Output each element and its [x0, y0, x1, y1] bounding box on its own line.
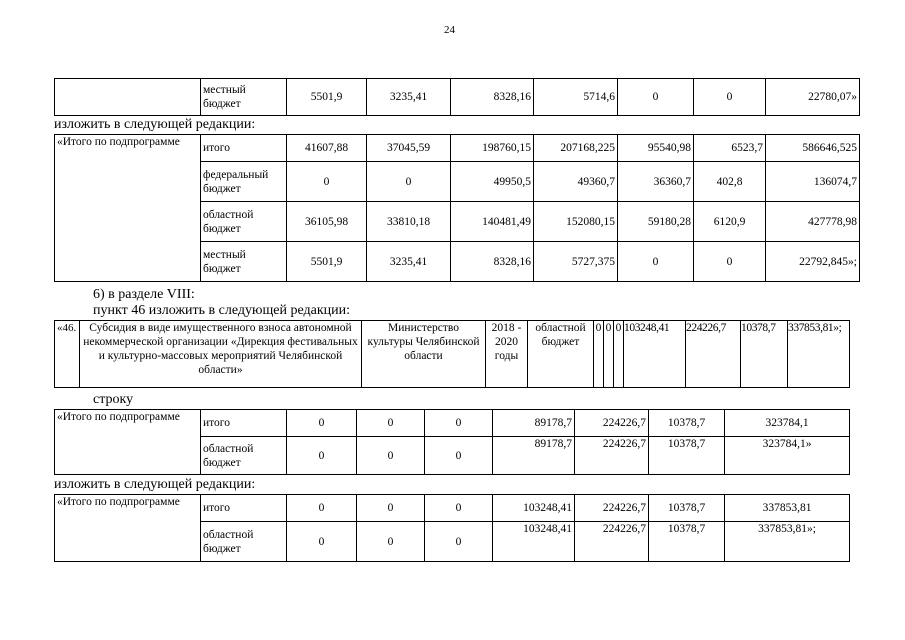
cell: 427778,98 [766, 202, 860, 242]
row-label: итого [201, 135, 287, 162]
row-label: итого [201, 495, 287, 522]
cell: 5714,6 [534, 79, 618, 116]
cell: 41607,88 [287, 135, 367, 162]
cell: 0 [287, 495, 357, 522]
cell: 59180,28 [618, 202, 694, 242]
row-label: областной бюджет [201, 202, 287, 242]
cell: 140481,49 [451, 202, 534, 242]
cell: 136074,7 [766, 162, 860, 202]
cell: 36105,98 [287, 202, 367, 242]
budget-type: областной бюджет [528, 321, 594, 388]
row-label: областной бюджет [201, 522, 287, 562]
row-phrase: строку [93, 392, 134, 407]
point-heading: пункт 46 изложить в следующей редакции: [93, 303, 350, 318]
table-subprogram-total-old [54, 409, 850, 475]
cell: 0 [287, 410, 357, 437]
cell: 224226,7 [575, 495, 649, 522]
cell: 89178,7 [493, 410, 575, 437]
cell: 6120,9 [694, 202, 766, 242]
ministry: Министерство культуры Челябинской области [362, 321, 486, 388]
cell: 0 [425, 410, 493, 437]
subprogram-title: «Итого по подпрограмме [55, 135, 201, 282]
cell: 8328,16 [451, 242, 534, 282]
row-label: федеральный бюджет [201, 162, 287, 202]
cell: 49950,5 [451, 162, 534, 202]
cell: 224226,7 [686, 321, 741, 388]
cell: 10378,7 [741, 321, 788, 388]
edit-phrase: изложить в следующей редакции: [54, 117, 256, 132]
cell: 224226,7 [575, 410, 649, 437]
cell: 0 [614, 321, 624, 388]
cell: 0 [594, 321, 604, 388]
cell: 0 [694, 242, 766, 282]
cell: 323784,1» [725, 437, 850, 475]
point-number: «46. [55, 321, 80, 388]
cell: 224226,7 [575, 437, 649, 475]
cell: 10378,7 [649, 410, 725, 437]
cell: 49360,7 [534, 162, 618, 202]
cell: 5501,9 [287, 242, 367, 282]
cell: 22780,07» [766, 79, 860, 116]
cell: 0 [694, 79, 766, 116]
cell: 10378,7 [649, 495, 725, 522]
cell: 103248,41 [624, 321, 686, 388]
table-local-budget-old [54, 78, 860, 116]
cell: 0 [618, 242, 694, 282]
cell: 337853,81»; [788, 321, 850, 388]
cell: 0 [287, 522, 357, 562]
row-label: областной бюджет [201, 437, 287, 475]
cell: 5501,9 [287, 79, 367, 116]
period: 2018 - 2020 годы [486, 321, 528, 388]
cell: 0 [618, 79, 694, 116]
cell: 0 [357, 495, 425, 522]
table-point-46 [54, 320, 850, 388]
cell: 207168,225 [534, 135, 618, 162]
cell: 22792,845»; [766, 242, 860, 282]
table-subprogram-total-new [54, 134, 860, 282]
cell: 0 [367, 162, 451, 202]
cell: 95540,98 [618, 135, 694, 162]
cell: 337853,81»; [725, 522, 850, 562]
cell: 0 [425, 437, 493, 475]
section-heading: 6) в разделе VIII: [93, 287, 195, 302]
cell: 3235,41 [367, 242, 451, 282]
cell: 0 [287, 162, 367, 202]
cell: 586646,525 [766, 135, 860, 162]
cell: 37045,59 [367, 135, 451, 162]
cell: 10378,7 [649, 522, 725, 562]
cell: 103248,41 [493, 495, 575, 522]
cell: 33810,18 [367, 202, 451, 242]
cell: 402,8 [694, 162, 766, 202]
cell: 0 [604, 321, 614, 388]
empty-cell [55, 79, 201, 116]
cell: 0 [357, 522, 425, 562]
table-subprogram-total-new-2 [54, 494, 850, 562]
cell: 5727,375 [534, 242, 618, 282]
row-label: местный бюджет [201, 242, 287, 282]
cell: 103248,41 [493, 522, 575, 562]
cell: 198760,15 [451, 135, 534, 162]
cell: 0 [287, 437, 357, 475]
subprogram-title: «Итого по подпрограмме [55, 495, 201, 562]
cell: 0 [425, 522, 493, 562]
row-label: итого [201, 410, 287, 437]
cell: 337853,81 [725, 495, 850, 522]
subprogram-title: «Итого по подпрограмме [55, 410, 201, 475]
cell: 89178,7 [493, 437, 575, 475]
page-number: 24 [444, 24, 455, 36]
subsidy-description: Субсидия в виде имущественного взноса автономной некоммерческой организации «Дирекция фестивальных и культурно-массовых мероприятий Челябинской области» [80, 321, 362, 388]
cell: 8328,16 [451, 79, 534, 116]
edit-phrase-2: изложить в следующей редакции: [54, 477, 256, 492]
row-label: местный бюджет [201, 79, 287, 116]
cell: 152080,15 [534, 202, 618, 242]
cell: 3235,41 [367, 79, 451, 116]
cell: 6523,7 [694, 135, 766, 162]
cell: 0 [425, 495, 493, 522]
cell: 224226,7 [575, 522, 649, 562]
cell: 323784,1 [725, 410, 850, 437]
cell: 0 [357, 410, 425, 437]
cell: 10378,7 [649, 437, 725, 475]
cell: 36360,7 [618, 162, 694, 202]
cell: 0 [357, 437, 425, 475]
